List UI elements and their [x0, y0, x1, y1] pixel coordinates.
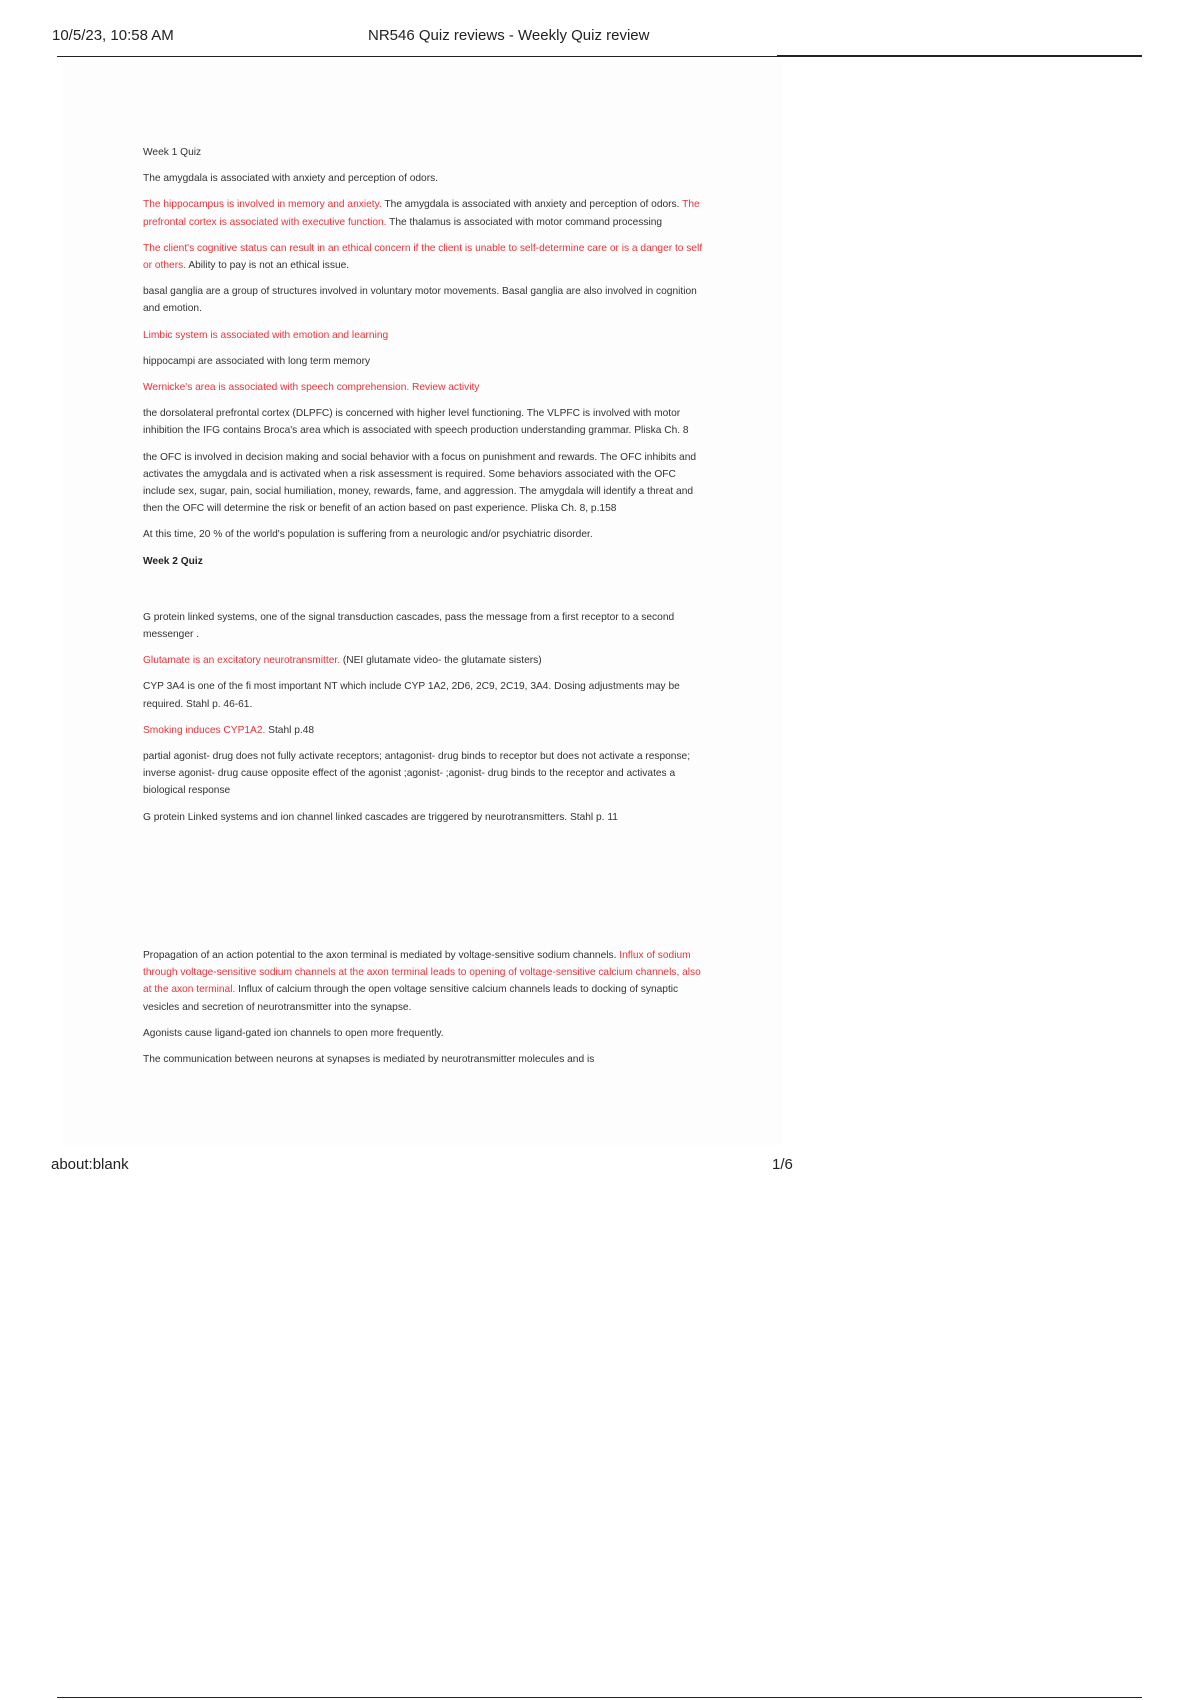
week2-heading: Week 2 Quiz	[143, 555, 203, 567]
text: Propagation of an action potential to the axon terminal is mediated by voltage-sensitive sodium channels.	[143, 949, 620, 961]
highlighted-paragraph: Limbic system is associated with emotion and learning	[143, 329, 389, 341]
paragraph	[143, 196, 708, 230]
spacer	[143, 579, 708, 609]
paragraph: G protein linked systems, one of the signal transduction cascades, pass the message from a first receptor to a second messenger .	[143, 611, 675, 641]
document-body	[143, 144, 708, 1077]
highlighted-text: The prefrontal cortex is associated with executive function.	[143, 199, 700, 228]
highlighted-text: Smoking induces CYP1A2.	[143, 724, 266, 736]
document-title: NR546 Quiz reviews - Weekly Quiz review	[368, 27, 650, 44]
paragraph: partial agonist- drug does not fully activate receptors; antagonist- drug binds to receptor but does not activate a response; inverse agonist- drug cause opposite effect of the agonist ;agonist- ;agonist- drug binds to the receptor and activates a biological response	[143, 751, 691, 797]
paragraph	[143, 947, 708, 1016]
paragraph: Agonists cause ligand-gated ion channels to open more frequently.	[143, 1027, 444, 1039]
paragraph	[143, 652, 708, 669]
header-divider	[57, 56, 1142, 57]
highlighted-text: The client's cognitive status can result in an ethical concern if the client is unable to self-determine care or is a danger to self or others.	[143, 242, 703, 272]
paragraph: The amygdala is associated with anxiety and perception of odors.	[143, 173, 439, 185]
paragraph: the OFC is involved in decision making and social behavior with a focus on punishment and rewards. The OFC inhibits and activates the amygdala and is activated when a risk assessment is required. Some behaviors associated with the OFC include sex, sugar, pain, social humiliation, money, rewards, fame, and aggression. The amygdala will identify a threat and then the OFC will determine the risk or benefit of an action based on past experience. Pliska Ch. 8, p.158	[143, 451, 697, 515]
footer-divider	[57, 1697, 1142, 1698]
text: The amygdala is associated with anxiety and perception of odors.	[381, 199, 683, 211]
paragraph: At this time, 20 % of the world's population is suffering from a neurologic and/or psychiatric disorder.	[143, 529, 593, 541]
text: The thalamus is associated with motor command processing	[386, 216, 663, 228]
paragraph: the dorsolateral prefrontal cortex (DLPFC) is concerned with higher level functioning. The VLPFC is involved with motor inhibition the IFG contains Broca's area which is associated with speech production understanding grammar. Pliska Ch. 8	[143, 408, 689, 437]
print-date: 10/5/23, 10:58 AM	[52, 27, 174, 44]
highlighted-text: Influx of sodium through voltage-sensitive sodium channels at the axon terminal leads to opening of voltage-sensitive calcium channels, also at the axon terminal.	[143, 949, 701, 996]
paragraph	[143, 722, 708, 739]
paragraph: hippocampi are associated with long term memory	[143, 355, 371, 367]
paragraph: The communication between neurons at synapses is mediated by neurotransmitter molecules and is	[143, 1053, 595, 1065]
footer-url: about:blank	[51, 1156, 129, 1173]
highlighted-text: The hippocampus is involved in memory and anxiety.	[143, 199, 382, 211]
spacer	[143, 835, 708, 947]
paragraph	[143, 240, 708, 274]
week1-heading: Week 1 Quiz	[143, 147, 202, 158]
highlighted-text: Glutamate is an excitatory neurotransmitter.	[143, 655, 341, 667]
text: (NEI glutamate video- the glutamate sisters)	[340, 655, 542, 667]
page-number: 1/6	[772, 1156, 793, 1173]
highlighted-paragraph: Wernicke's area is associated with speech comprehension. Review activity	[143, 382, 480, 394]
paragraph: basal ganglia are a group of structures involved in voluntary motor movements. Basal ganglia are also involved in cognition and emotion.	[143, 286, 697, 315]
paragraph: CYP 3A4 is one of the fi most important NT which include CYP 1A2, 2D6, 2C9, 2C19, 3A4. Dosing adjustments may be required. Stahl p. 46-61.	[143, 681, 680, 710]
text: Ability to pay is not an ethical issue.	[186, 260, 350, 272]
text: Influx of calcium through the open voltage sensitive calcium channels leads to docking of synaptic vesicles and secretion of neurotransmitter into the synapse.	[143, 984, 679, 1013]
paragraph: G protein Linked systems and ion channel linked cascades are triggered by neurotransmitters. Stahl p. 11	[143, 811, 618, 823]
text: Stahl p.48	[265, 724, 315, 736]
